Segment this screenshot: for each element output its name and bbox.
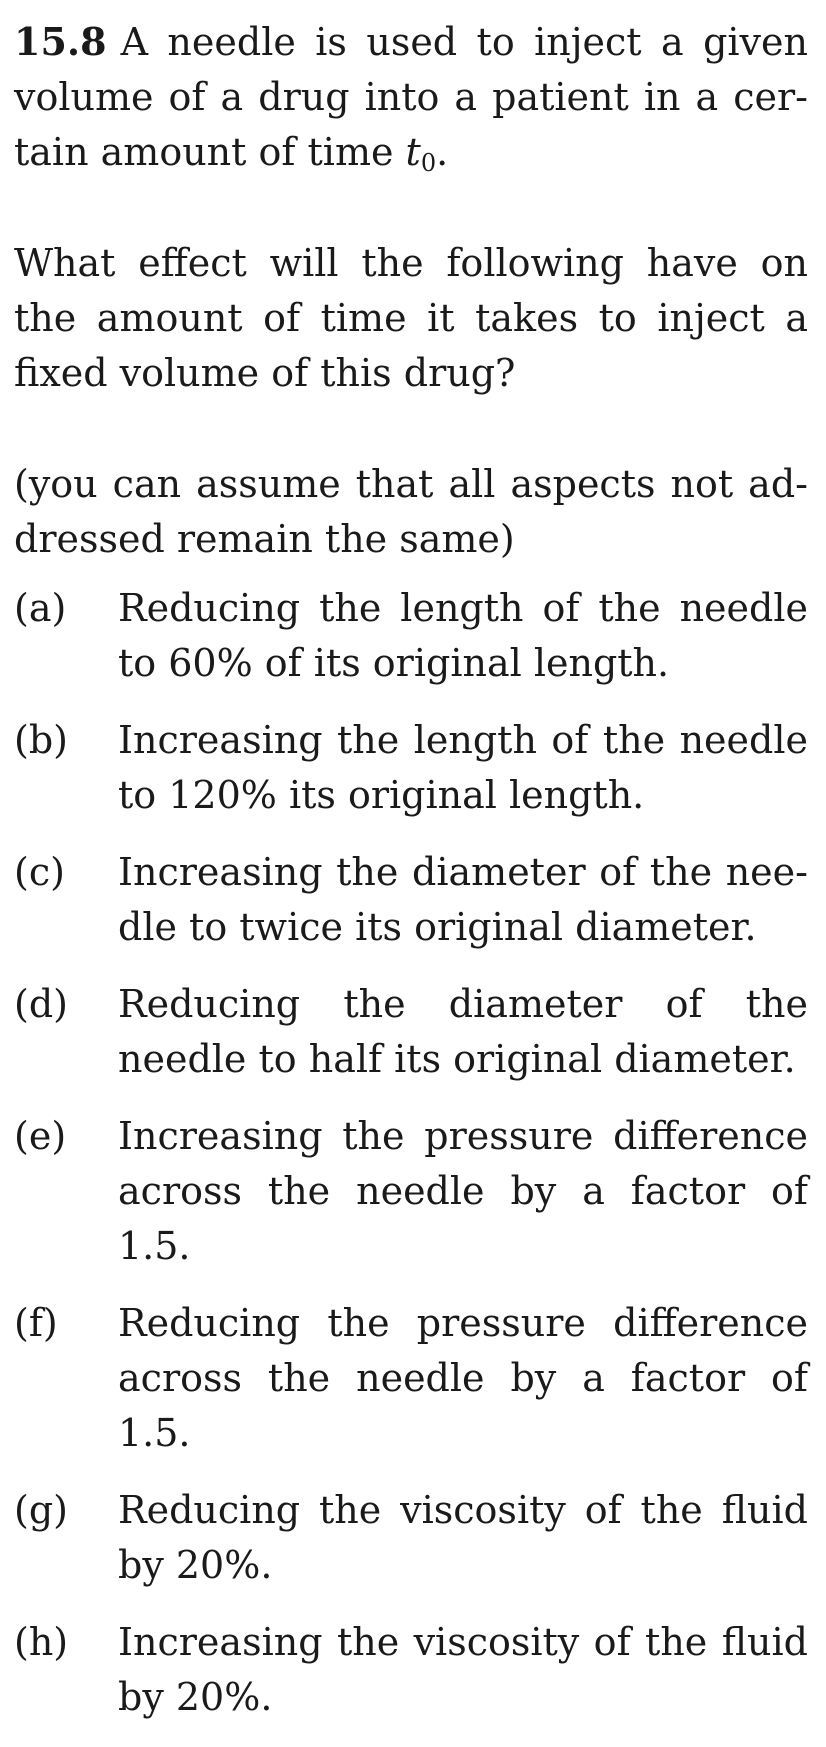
list-item	[14, 977, 808, 1087]
problem-page	[14, 14, 808, 1747]
time-symbol: t	[405, 130, 421, 174]
item-text: Reducing the length of the needle to 60% of its original length.	[118, 586, 808, 685]
item-label: (g)	[14, 1488, 68, 1532]
item-text: Increasing the pressure difference across the needle by a factor of 1.5.	[118, 1114, 808, 1268]
intro-end: .	[436, 130, 449, 174]
assumption-text: (you can assume that all aspects not addressed remain the same)	[14, 462, 808, 561]
problem-number: 15.8	[14, 19, 107, 64]
item-label: (h)	[14, 1620, 69, 1664]
item-list	[14, 581, 808, 1725]
item-text: Reducing the diameter of the needle to half its original diameter.	[118, 982, 808, 1081]
list-item	[14, 713, 808, 823]
list-item	[14, 1296, 808, 1461]
question-text: What effect will the following have on the amount of time it takes to inject a fixed volume of this drug?	[14, 241, 808, 395]
item-text: Increasing the length of the needle to 120% its original length.	[118, 718, 808, 817]
item-label: (d)	[14, 982, 68, 1026]
list-item	[14, 1615, 808, 1725]
list-item	[14, 845, 808, 955]
list-item	[14, 581, 808, 691]
intro-text: A needle is used to inject a given volume of a drug into a patient in a certain amount of time	[14, 20, 808, 174]
item-text: Increasing the viscosity of the fluid by 20%.	[118, 1620, 808, 1719]
time-subscript: 0	[420, 149, 437, 177]
item-label: (b)	[14, 718, 68, 762]
problem-intro	[14, 14, 808, 180]
item-label: (c)	[14, 850, 65, 894]
item-label: (a)	[14, 586, 67, 630]
item-label: (e)	[14, 1114, 67, 1158]
item-text: Reducing the viscosity of the fluid by 20%.	[118, 1488, 808, 1587]
list-item	[14, 1483, 808, 1593]
item-text: Increasing the diameter of the needle to twice its original diameter.	[118, 850, 808, 949]
item-label: (f)	[14, 1301, 58, 1345]
list-item	[14, 1109, 808, 1274]
item-text: Reducing the pressure difference across the needle by a factor of 1.5.	[118, 1301, 808, 1455]
